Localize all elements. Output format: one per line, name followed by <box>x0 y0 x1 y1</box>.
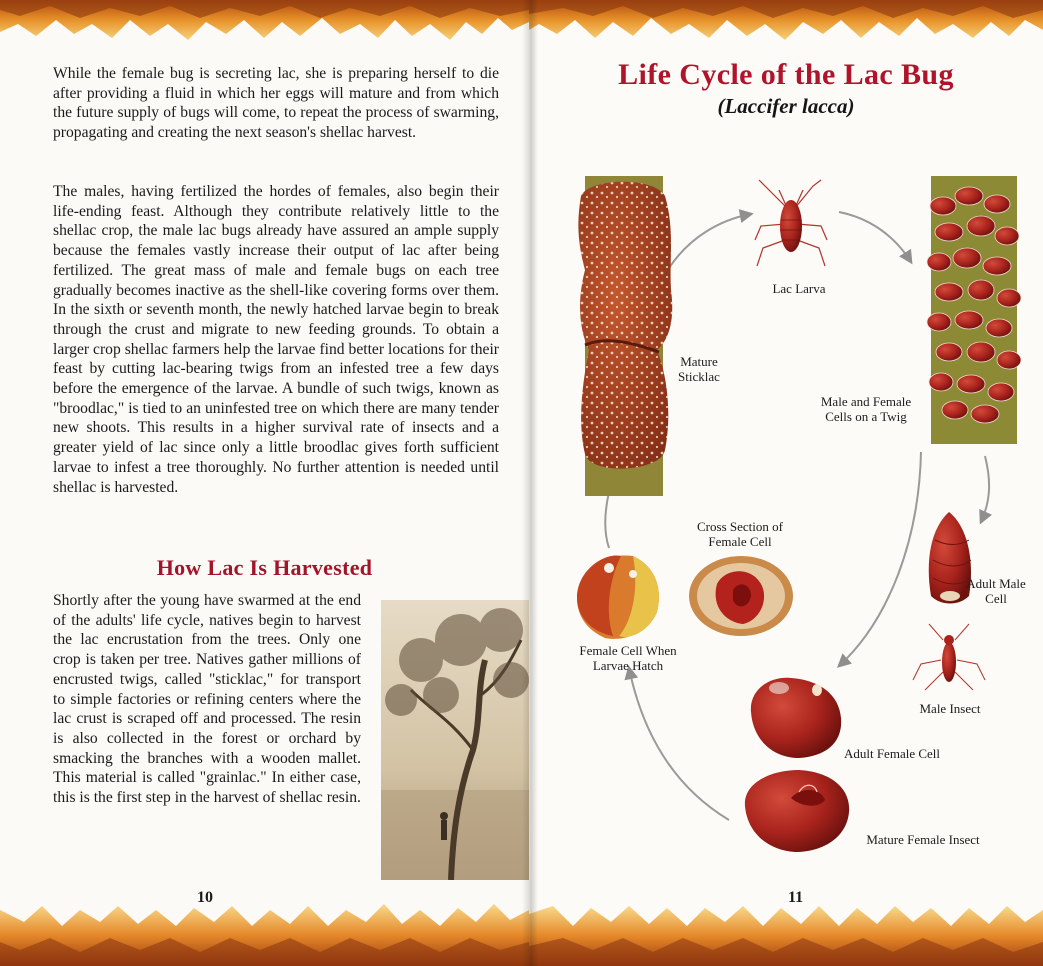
male-insect-image <box>913 624 985 690</box>
page-number-left: 10 <box>197 889 213 906</box>
label-mature-female-insect: Mature Female Insect <box>866 832 980 847</box>
sticklac-image <box>578 176 672 496</box>
paragraph-harvest: Shortly after the young have swarmed at the end of the adults' life cycle, natives begin to harvest the lac encrustation from the trees. Only one crop is taken per tree. Natives gather millions of encrusted twigs, called "sticklac," for transport to simple factories or refining centers where the lac crust is scraped off and processed. The resin is also collected in the forest or orchard by smacking the branches with a wooden mallet. This material is called "grainlac." In either case, this is the first step in the harvest of shellac resin. <box>53 592 361 807</box>
adult-female-cell-image <box>751 678 841 758</box>
female-cell-hatch-image <box>577 555 659 638</box>
label-lac-larva: Lac Larva <box>772 281 826 296</box>
section-heading: How Lac Is Harvested <box>156 555 373 580</box>
arrow-sticklac-to-larva <box>669 214 751 268</box>
cross-section-image <box>689 556 793 636</box>
top-flame-border <box>0 0 529 48</box>
lac-larva-image <box>755 180 827 266</box>
paragraph-female-bug: While the female bug is secreting lac, she is preparing herself to die after providing a fluid in which her eggs will mature and from which the future supply of bugs will come, to repeat the process of swarming, propagating and creating the next season's shellac harvest. <box>53 65 499 142</box>
diagram-subtitle: (Laccifer lacca) <box>717 94 855 118</box>
arrow-twig-to-male-cell <box>981 456 989 522</box>
book-gutter <box>522 0 538 966</box>
mature-female-insect-image <box>745 770 849 852</box>
label-male-female-cells: Male and Female Cells on a Twig <box>820 394 912 424</box>
diagram-title: Life Cycle of the Lac Bug <box>618 58 954 91</box>
label-adult-male-cell: Adult Male Cell <box>966 576 1026 606</box>
label-cross-section: Cross Section of Female Cell <box>697 519 783 549</box>
label-male-insect: Male Insect <box>919 701 981 716</box>
arrow-twig-to-female-cell <box>839 452 921 666</box>
page-number-right: 11 <box>788 889 804 906</box>
label-adult-female-cell: Adult Female Cell <box>843 746 941 761</box>
label-female-cell-hatch: Female Cell When Larvae Hatch <box>579 643 677 673</box>
paragraph-males: The males, having fertilized the hordes of females, also begin their life-ending feast. Although they contribute relatively little to the shellac crop, the male lac bugs already have assured an ample supply because the females vastly increase their output of lac after being fertilized. The great mass of male and female bugs on each tree gradually becomes inactive as the shell-like covering forms over them. In the sixth or seventh month, the newly hatched larvae begin to break through the crust and migrate to new feeding grounds. To obtain a larger crop shellac farmers help the larvae find better locations for their feast by cutting lac-bearing twigs from an infested tree a few days before the emergence of the larvae. A bundle of such twigs, known as "broodlac," is tied to an uninfested tree on which there are many tender new shoots. This results in a higher survival rate of insects and a greater yield of lac since only a little broodlac gives forth sufficient larvae to infest a tree thoroughly. No further attention is needed until shellac is harvested. <box>53 183 499 496</box>
arrow-female-insect-to-hatch <box>629 668 729 820</box>
harvest-photo <box>381 600 529 880</box>
bottom-flame-border <box>0 880 529 966</box>
label-mature-sticklac: Mature Sticklac <box>678 354 720 384</box>
bottom-flame-border <box>529 880 1043 966</box>
arrow-larva-to-twig <box>839 212 911 262</box>
life-cycle-diagram <box>529 0 1043 966</box>
twig-with-cells-image <box>927 176 1021 444</box>
right-page <box>529 0 1043 966</box>
arrow-hatch-to-sticklac <box>605 492 609 548</box>
